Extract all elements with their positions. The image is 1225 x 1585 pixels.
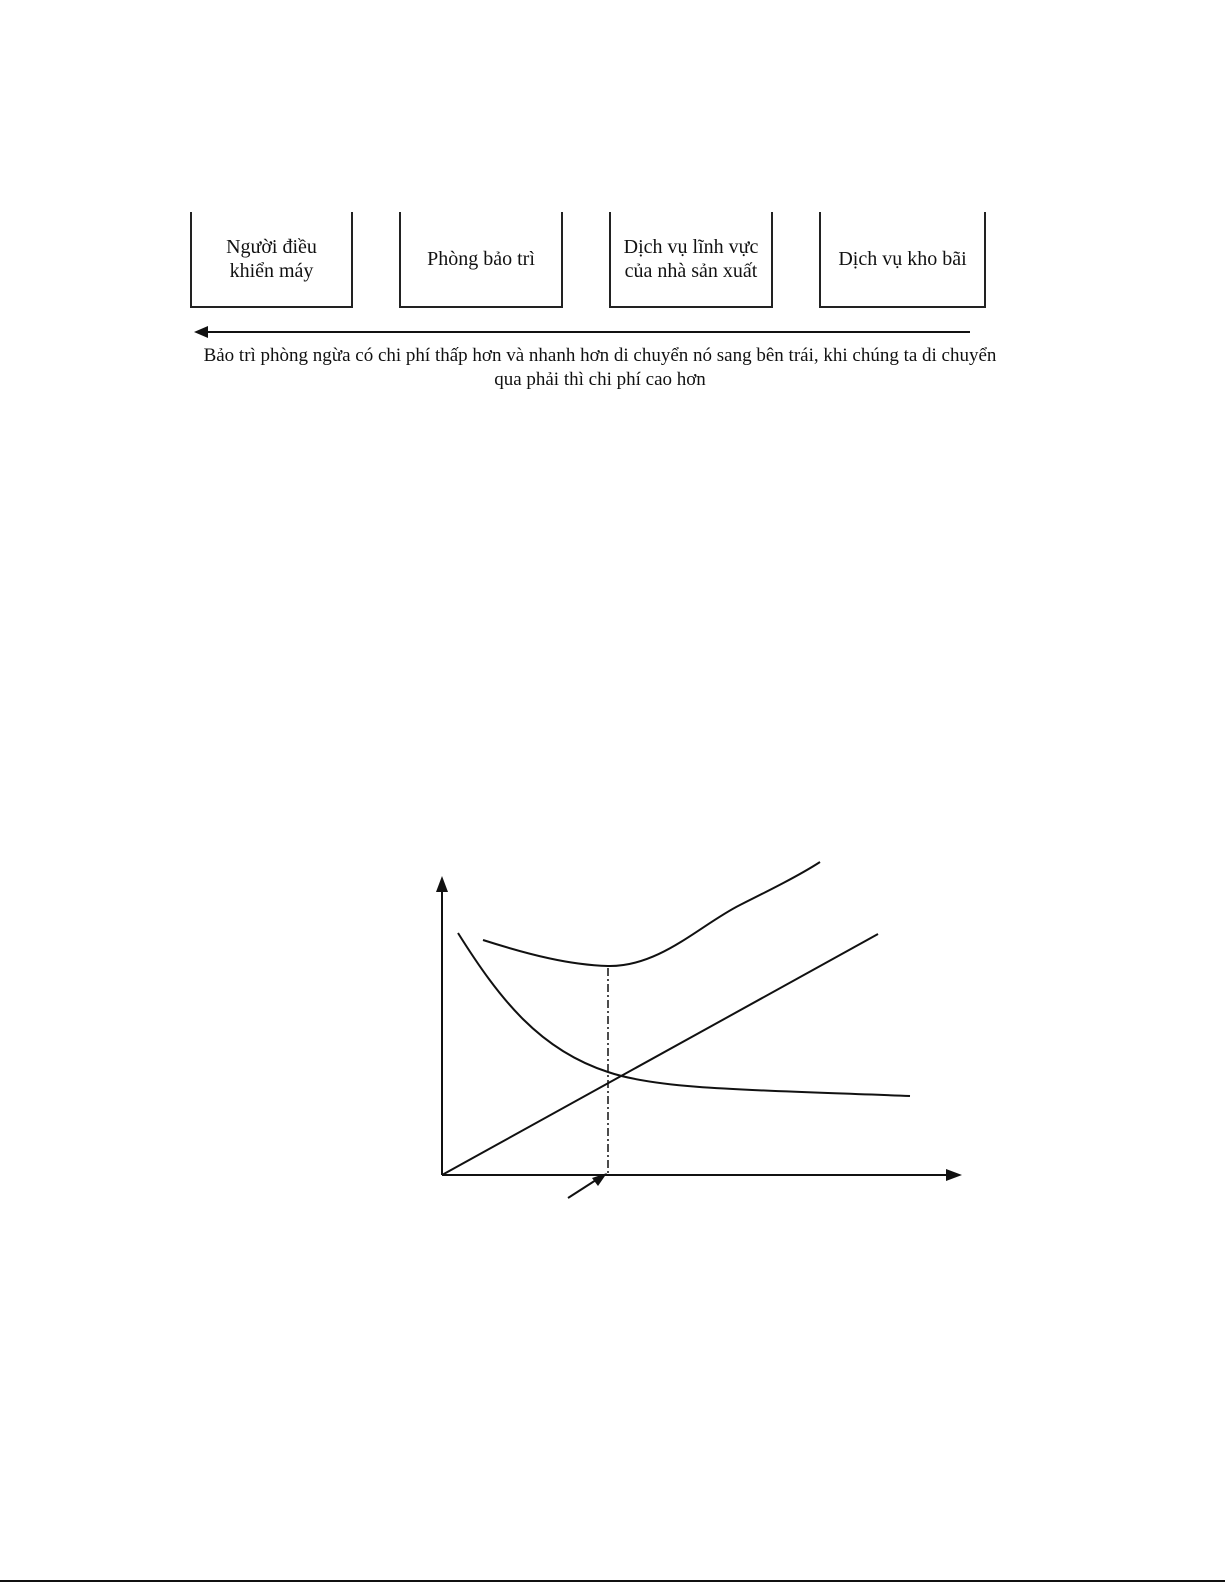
- page-bottom-rule: [0, 1580, 1225, 1582]
- x-axis-arrowhead: [946, 1169, 962, 1181]
- box-label: Dịch vụ kho bãi: [838, 248, 967, 270]
- box-label: Phòng bảo trì: [427, 248, 535, 270]
- y-axis-arrowhead: [436, 876, 448, 892]
- box-label: Dịch vụ lĩnh vực của nhà sản xuất: [623, 236, 759, 282]
- box-label: Người điều khiển máy: [226, 236, 317, 282]
- optimum-pointer: [568, 1180, 596, 1198]
- decreasing-cost-curve: [458, 933, 910, 1096]
- total-cost-curve: [483, 862, 820, 966]
- diagram-caption: Bảo trì phòng ngừa có chi phí thấp hơn và nhanh hơn di chuyển nó sang bên trái, khi chúng ta di chuyển qua phải thì chi phí cao hơn: [203, 345, 997, 390]
- increasing-cost-line: [442, 934, 878, 1175]
